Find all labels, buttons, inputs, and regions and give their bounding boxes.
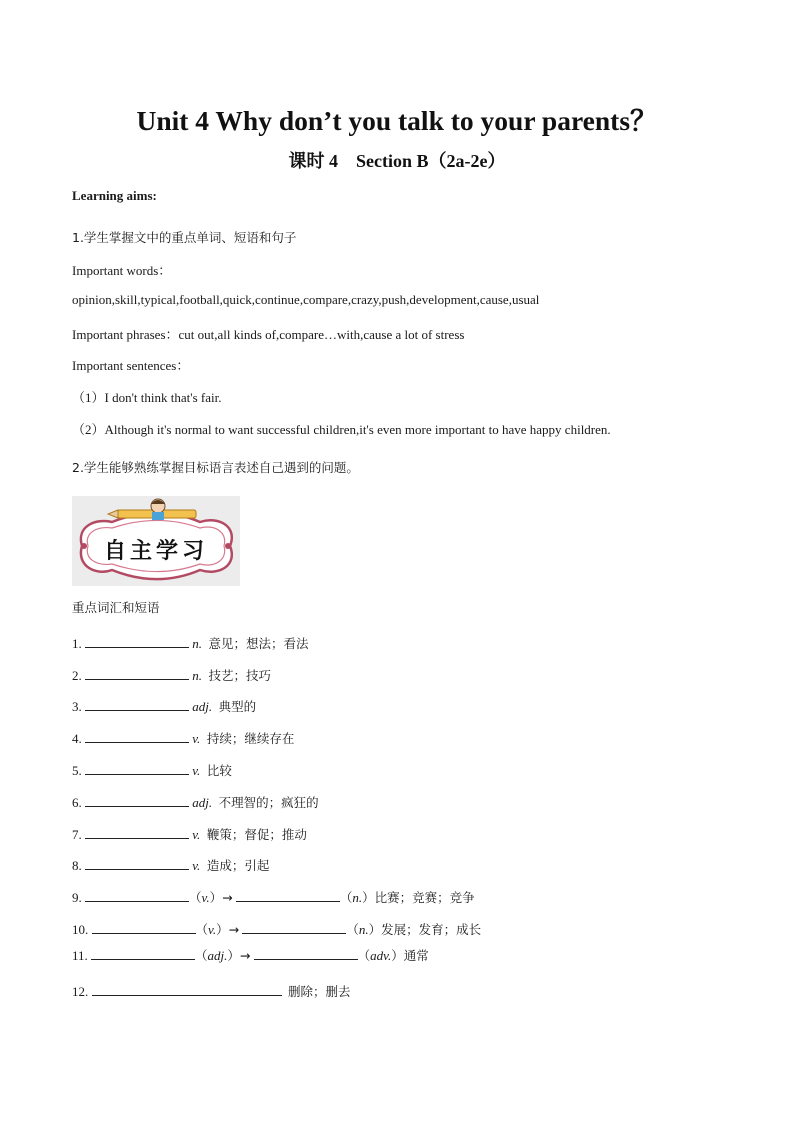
answer-blank-verb[interactable] xyxy=(85,888,189,902)
answer-blank[interactable] xyxy=(85,666,189,680)
meaning: 典型的 xyxy=(218,699,257,714)
part-of-speech: n. xyxy=(352,890,363,905)
part-of-speech: adj. xyxy=(192,795,213,810)
item-number: 11. xyxy=(72,948,88,963)
part-of-speech: v. xyxy=(201,890,210,905)
item-number: 4. xyxy=(72,731,82,746)
vocab-item-1 xyxy=(72,634,309,652)
answer-blank-noun[interactable] xyxy=(236,888,340,902)
banner-text: 自主学习 xyxy=(103,539,209,564)
item-number: 7. xyxy=(72,827,82,842)
vocab-heading: 重点词汇和短语 xyxy=(72,600,160,615)
important-sentences-label: Important sentences： xyxy=(72,358,190,373)
vocab-item-11: 11. （adj.）→ （adv.）通常 xyxy=(72,948,429,963)
sentence-1: （1）I don't think that's fair. xyxy=(72,390,222,405)
meaning: 造成；引起 xyxy=(206,858,270,873)
banner-graphic xyxy=(72,496,240,586)
item-number: 9. xyxy=(72,890,82,905)
important-words: opinion,skill,typical,football,quick,continue,compare,crazy,push,development,cause,usual xyxy=(72,292,540,307)
part-of-speech: adj. xyxy=(207,948,228,963)
meaning: 通常 xyxy=(403,948,429,963)
answer-blank-phrase[interactable] xyxy=(92,982,282,996)
aim-1: 1.学生掌握文中的重点单词、短语和句子 xyxy=(72,230,297,245)
vocab-item-3 xyxy=(72,697,256,715)
aim-2: 2.学生能够熟练掌握目标语言表述自己遇到的问题。 xyxy=(72,460,359,475)
learning-aims-heading: Learning aims: xyxy=(72,188,157,203)
vocab-item-8 xyxy=(72,856,269,874)
meaning: 技艺；技巧 xyxy=(208,668,272,683)
answer-blank[interactable] xyxy=(85,793,189,807)
phrases-label: Important phrases： xyxy=(72,327,179,342)
answer-blank-adj[interactable] xyxy=(91,946,195,960)
part-of-speech: v. xyxy=(192,827,201,842)
answer-blank[interactable] xyxy=(85,761,189,775)
part-of-speech: n. xyxy=(192,668,202,683)
vocab-item-2 xyxy=(72,666,271,684)
item-number: 12. xyxy=(72,984,89,999)
page-title: Unit 4 Why don’t you talk to your parents？ xyxy=(136,105,658,136)
important-phrases xyxy=(72,324,464,343)
part-of-speech: v. xyxy=(192,858,201,873)
answer-blank[interactable] xyxy=(85,856,189,870)
part-of-speech: n. xyxy=(358,922,369,937)
self-study-banner xyxy=(72,496,240,586)
part-of-speech: adj. xyxy=(192,699,213,714)
part-of-speech: v. xyxy=(192,731,201,746)
item-number: 3. xyxy=(72,699,82,714)
meaning: 意见；想法；看法 xyxy=(208,636,309,651)
vocab-item-5 xyxy=(72,761,232,779)
answer-blank[interactable] xyxy=(85,697,189,711)
meaning: 持续；继续存在 xyxy=(206,731,295,746)
answer-blank[interactable] xyxy=(85,634,189,648)
vocab-item-9: 9. （v.）→ （n.）比赛；竞赛；竞争 xyxy=(72,890,475,905)
item-number: 2. xyxy=(72,668,82,683)
answer-blank[interactable] xyxy=(85,729,189,743)
answer-blank-verb[interactable] xyxy=(92,920,196,934)
part-of-speech: n. xyxy=(192,636,202,651)
meaning: 鞭策；督促；推动 xyxy=(206,827,307,842)
answer-blank[interactable] xyxy=(85,825,189,839)
page-subtitle: 课时 4 Section B（2a-2e） xyxy=(288,151,506,171)
item-number: 6. xyxy=(72,795,82,810)
answer-blank-noun[interactable] xyxy=(242,920,346,934)
vocab-item-7 xyxy=(72,825,307,843)
vocab-item-10: 10. （v.）→ （n.）发展；发育；成长 xyxy=(72,922,482,937)
part-of-speech: adv. xyxy=(370,948,392,963)
meaning: 删除；删去 xyxy=(288,984,351,999)
sentence-2: （2）Although it's normal to want successful children,it's even more important to have happy children. xyxy=(72,422,611,437)
item-number: 8. xyxy=(72,858,82,873)
item-number: 10. xyxy=(72,922,89,937)
item-number: 5. xyxy=(72,763,82,778)
answer-blank-adv[interactable] xyxy=(254,946,358,960)
meaning: 发展；发育；成长 xyxy=(381,922,482,937)
item-number: 1. xyxy=(72,636,82,651)
vocab-item-4 xyxy=(72,729,294,747)
vocab-item-12 xyxy=(72,982,351,1000)
part-of-speech: v. xyxy=(192,763,201,778)
part-of-speech: v. xyxy=(208,922,217,937)
vocab-item-6 xyxy=(72,793,319,811)
important-words-label: Important words： xyxy=(72,263,172,278)
meaning: 不理智的；疯狂的 xyxy=(218,795,319,810)
phrases-text: cut out,all kinds of,compare…with,cause a lot of stress xyxy=(178,327,465,342)
meaning: 比赛；竞赛；竞争 xyxy=(374,890,475,905)
meaning: 比较 xyxy=(206,763,232,778)
